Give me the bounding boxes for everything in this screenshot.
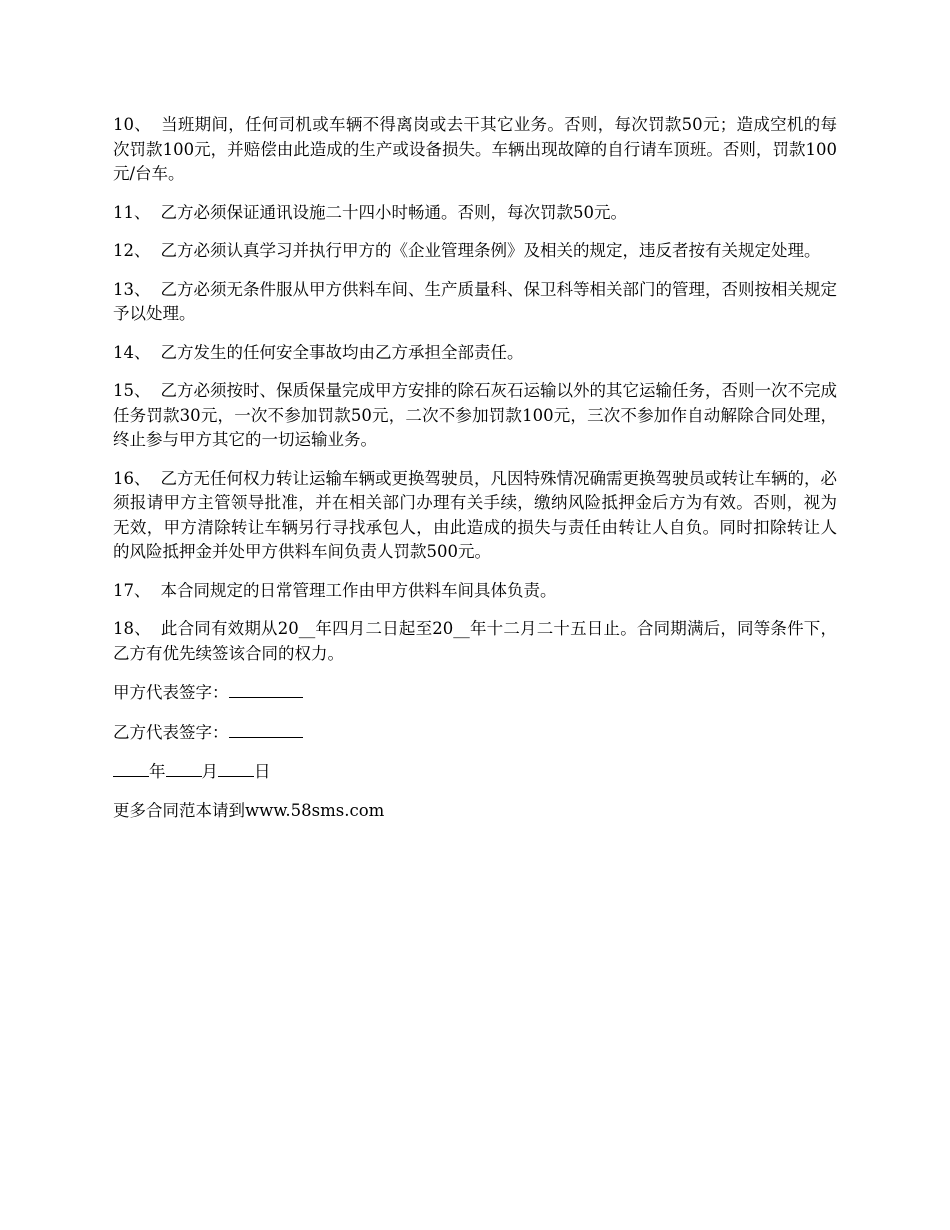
clause-number: 12、 <box>113 241 151 260</box>
clause-text: 乙方必须无条件服从甲方供料车间、生产质量科、保卫科等相关部门的管理，否则按相关规定予以处理。 <box>113 279 837 323</box>
clause-17 <box>113 579 837 604</box>
party-a-signature <box>113 680 837 706</box>
clause-number: 15、 <box>113 381 151 400</box>
party-b-signature <box>113 720 837 746</box>
clause-number: 11、 <box>113 202 151 222</box>
year-blank <box>113 759 149 777</box>
party-b-signature-blank <box>229 720 303 738</box>
clause-14 <box>113 341 837 366</box>
month-blank <box>166 759 202 777</box>
clause-text: 此合同有效期从20__年四月二日起至20__年十二月二十五日止。合同期满后，同等条件下，乙方有优先续签该合同的权力。 <box>113 619 837 663</box>
clause-16 <box>113 467 837 565</box>
clause-15 <box>113 379 837 453</box>
footer-note: 更多合同范本请到www.58sms.com <box>113 800 385 820</box>
clause-number: 17、 <box>113 580 151 600</box>
clause-text: 本合同规定的日常管理工作由甲方供料车间具体负责。 <box>160 580 557 600</box>
clause-text: 乙方必须认真学习并执行甲方的《企业管理条例》及相关的规定，违反者按有关规定处理。 <box>160 241 821 260</box>
clause-11 <box>113 201 837 226</box>
date-line <box>113 759 837 785</box>
clause-text: 乙方必须按时、保质保量完成甲方安排的除石灰石运输以外的其它运输任务，否则一次不完成任务罚款30元，一次不参加罚款50元，二次不参加罚款100元，三次不参加作自动解除合同处理，终止参与甲方其它的一切运输业务。 <box>113 381 837 449</box>
clause-18 <box>113 617 837 666</box>
clause-number: 16、 <box>113 468 151 488</box>
clause-text: 乙方必须保证通讯设施二十四小时畅通。否则，每次罚款50元。 <box>160 202 627 222</box>
clause-text: 当班期间，任何司机或车辆不得离岗或去干其它业务。否则，每次罚款50元；造成空机的每次罚款100元，并赔偿由此造成的生产或设备损失。车辆出现故障的自行请车顶班。否则，罚款100元/台车。 <box>113 115 838 183</box>
clause-12 <box>113 239 837 264</box>
clause-text: 乙方发生的任何安全事故均由乙方承担全部责任。 <box>160 342 524 362</box>
party-a-signature-blank <box>229 680 303 698</box>
day-blank <box>218 759 254 777</box>
day-label: 日 <box>254 762 271 781</box>
clause-text: 乙方无任何权力转让运输车辆或更换驾驶员，凡因特殊情况确需更换驾驶员或转让车辆的，必须报请甲方主管领导批准，并在相关部门办理有关手续，缴纳风险抵押金后方为有效。否则，视为无效，甲方清除转让车辆另行寻找承包人，由此造成的损失与责任由转让人自负。同时扣除转让人的风险抵押金并处甲方供料车间负责人罚款500元。 <box>113 468 837 561</box>
clause-number: 10、 <box>113 115 152 134</box>
clause-number: 18、 <box>113 619 151 638</box>
party-b-signature-label: 乙方代表签字： <box>113 722 229 742</box>
year-label: 年 <box>149 762 166 781</box>
clause-number: 14、 <box>113 342 151 362</box>
clause-10 <box>113 113 837 187</box>
clause-13 <box>113 278 837 327</box>
clause-number: 13、 <box>113 279 151 299</box>
document-body <box>113 113 837 823</box>
party-a-signature-label: 甲方代表签字： <box>113 683 229 702</box>
month-label: 月 <box>201 762 218 781</box>
